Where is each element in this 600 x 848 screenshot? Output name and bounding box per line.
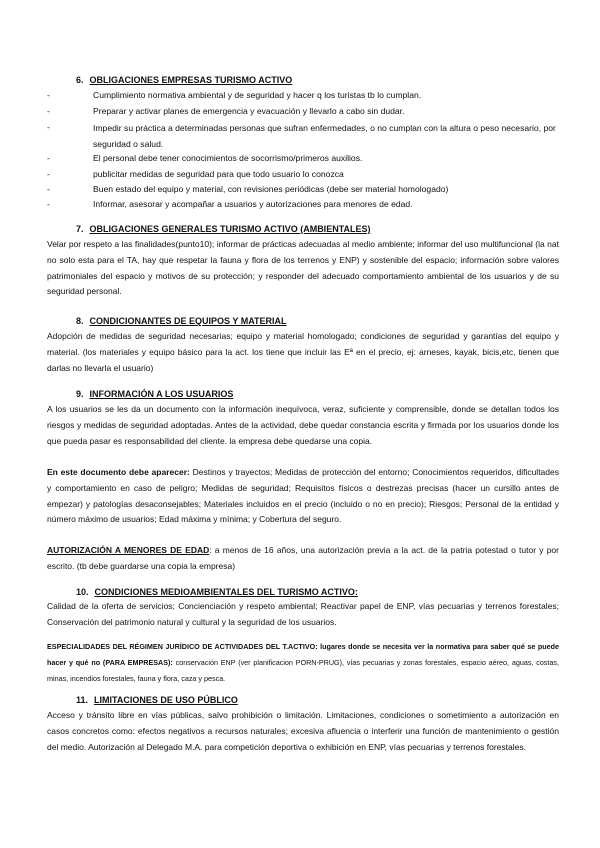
- section-8-paragraph: Adopción de medidas de seguridad necesarias; equipo y material homologado; condiciones de seguridad y garantías del equipo y material. (los materiales y equipo básico para la act. los tiene que incluir las Eª en el precio, ej: arneses, kayak, bicis,etc, tienen que darlas no llevarla el usuario): [47, 331, 559, 373]
- section-11-paragraph: Acceso y tránsito libre en vías públicas, salvo prohibición o limitación. Limitaciones, condiciones o sometimiento a autorización en casos concretos como: efectos negativos a recursos naturales; excesiva afluencia o interferir una función de mantenimiento o gestión del medio. Autorización al Delegado M.A. para competición deportiva o exhibición en ENP, vías pecuarias y terrenos forestales.: [47, 710, 559, 752]
- document-page: 6. OBLIGACIONES EMPRESAS TURISMO ACTIVO - Cumplimiento normativa ambiental y de seguridad y hacer q los turistas tb lo cumplan. - Preparar y activar planes de emergencia y evacuación y llevarlo a cabo sin dudar. - Impedir su práctica a determinadas personas que sufran enfermedades, o no cumplan con la altura o peso necesario, por seguridad o salud. - El personal debe tener conocimientos de socorrismo/primeros auxilios. - publicitar medidas de seguridad para que todo usuario lo conozca - Buen estado del equipo y material, con revisiones periódicas (debe ser material homologado) - Informar, asesorar y acompañar a usuarios y autorizaciones para menores de edad. 7. OBLIGACIONES GENERALES TURISMO ACTIVO (AMBIENTALES) Velar por respeto a las finalidades(punto10); informar de prácticas adecuadas al medio ambiente; informar del uso multifuncional (la nat no solo esta para el TA, hay que respetar la fauna y flora de los terrenos y ENP) y sostenible del espacio; información sobre valores patrimoniales del espacio y motivos de su protección; y responder del adecuado comportamiento ambiental de los usuarios y de su seguridad personal. 8. CONDICIONANTES DE EQUIPOS Y MATERIAL Adopción de medidas de seguridad necesarias; equipo y material homologado; condiciones de seguridad y garantías del equipo y material. (los materiales y equipo básico para la act. los tiene que incluir las Eª en el precio, ej: arneses, kayak, bicis,etc, tienen que darlas no llevarla el usuario) 9. INFORMACIÓN A LOS USUARIOS A los usuarios se les da un documento con la información inequívoca, veraz, suficiente y comprensible, donde se detallan todos los riesgos y medidas de seguridad adoptadas. Antes de la actividad, debe quedar constancia escrita y firmada por los usuarios donde los que pueda pasar es responsabilidad del cliente. la empresa debe quedarse una copia. En este documento debe aparecer: Destinos y trayectos; Medidas de protección del entorno; Conocimientos requeridos, dificultades y comportamiento en caso de peligro; Medidas de seguridad; Requisitos físicos o destrezas precisas (hacer un cursillo antes de empezar) y patologías desaconsejables; Materiales incluidos en el precio (incluido o no en precio); Riesgos; Personal de la entidad y número máximo de usuarios; Edad máxima y mínima; y Cobertura del seguro. AUTORIZACIÓN A MENORES DE EDAD: a menos de 16 años, una autorización previa a la act. de la patria potestad o tutor y por escrito. (tb debe guardarse una copia la empresa) 10. CONDICIONES MEDIOAMBIENTALES DEL TURISMO ACTIVO: Calidad de la oferta de servicios; Concienciación y respeto ambiental; Reactivar papel de ENP, vías pecuarias y terrenos forestales; Conservación del patrimonio natural y cultural y la seguridad de los usuarios. ESPECIALIDADES DEL RÉGIMEN JURÍDICO DE ACTIVIDADES DEL T.ACTIVO: lugares donde se necesita ver la normativa para saber qué se puede hacer y qué no (PARA EMPRESAS): conservación ENP (ver planificacion PORN-PRUG), vías pecuarias y zonas forestales, espacio aéreo, aguas, costas, minas, incendios forestales, fauna y flora, caza y pesca. 11. LIMITACIONES DE USO PÚBLICO Acceso y tránsito libre en vías públicas, salvo prohibición o limitación. Limitaciones, condiciones o sometimiento a autorización en casos concretos como: efectos negativos a recursos naturales; excesiva afluencia o interferir una función de mantenimiento o gestión del medio. Autorización al Delegado M.A. para competición deportiva o exhibición en ENP, vías pecuarias y terrenos forestales.: [0, 0, 600, 848]
- especialidades-paragraph: ESPECIALIDADES DEL RÉGIMEN JURÍDICO DE ACTIVIDADES DEL T.ACTIVO: lugares donde se necesita ver la normativa para saber qué se puede hacer y qué no (PARA EMPRESAS): conservación ENP (ver planificacion PORN-PRUG), vías pecuarias y zonas forestales, espacio aéreo, aguas, costas, minas, incendios forestales, fauna y flora, caza y pesca.: [47, 642, 559, 683]
- section-6-heading: [76, 74, 292, 86]
- section-9-paragraph-2: En este documento debe aparecer: Destinos y trayectos; Medidas de protección del entorno; Conocimientos requeridos, dificultades y comportamiento en caso de peligro; Medidas de seguridad; Requisitos físicos o destrezas precisas (hacer un cursillo antes de empezar) y patologías desaconsejables; Materiales incluidos en el precio (incluido o no en precio); Riesgos; Personal de la entidad y número máximo de usuarios; Edad máxima y mínima; y Cobertura del seguro.: [47, 467, 559, 525]
- section-9-heading: 9. INFORMACIÓN A LOS USUARIOS: [76, 389, 234, 399]
- section-11-heading: 11. LIMITACIONES DE USO PÚBLICO: [76, 695, 238, 705]
- section-10-heading: 10. CONDICIONES MEDIOAMBIENTALES DEL TURISMO ACTIVO:: [76, 587, 358, 597]
- section-7-heading: 7. OBLIGACIONES GENERALES TURISMO ACTIVO (AMBIENTALES): [76, 224, 371, 234]
- section-8-heading: 8. CONDICIONANTES DE EQUIPOS Y MATERIAL: [76, 316, 287, 326]
- section-title: OBLIGACIONES EMPRESAS TURISMO ACTIVO: [89, 75, 293, 85]
- section-10-paragraph: Calidad de la oferta de servicios; Concienciación y respeto ambiental; Reactivar papel de ENP, vías pecuarias y terrenos forestales; Conservación del patrimonio natural y cultural y la seguridad de los usuarios.: [47, 601, 559, 627]
- section-7-paragraph: Velar por respeto a las finalidades(punto10); informar de prácticas adecuadas al medio ambiente; informar del uso multifuncional (la nat no solo esta para el TA, hay que respetar la fauna y flora de los terrenos y ENP) y sostenible del espacio; información sobre valores patrimoniales del espacio y motivos de su protección; y responder del adecuado comportamiento ambiental de los usuarios y de su seguridad personal.: [47, 239, 559, 297]
- section-9-paragraph-1: A los usuarios se les da un documento con la información inequívoca, veraz, suficiente y comprensible, donde se detallan todos los riesgos y medidas de seguridad adoptadas. Antes de la actividad, debe quedar constancia escrita y firmada por los usuarios donde los que pueda pasar es responsabilidad del cliente. la empresa debe quedarse una copia.: [47, 404, 559, 446]
- section-number: 6.: [76, 75, 84, 85]
- section-9-paragraph-3: AUTORIZACIÓN A MENORES DE EDAD: a menos de 16 años, una autorización previa a la act. de la patria potestad o tutor y por escrito. (tb debe guardarse una copia la empresa): [47, 545, 559, 571]
